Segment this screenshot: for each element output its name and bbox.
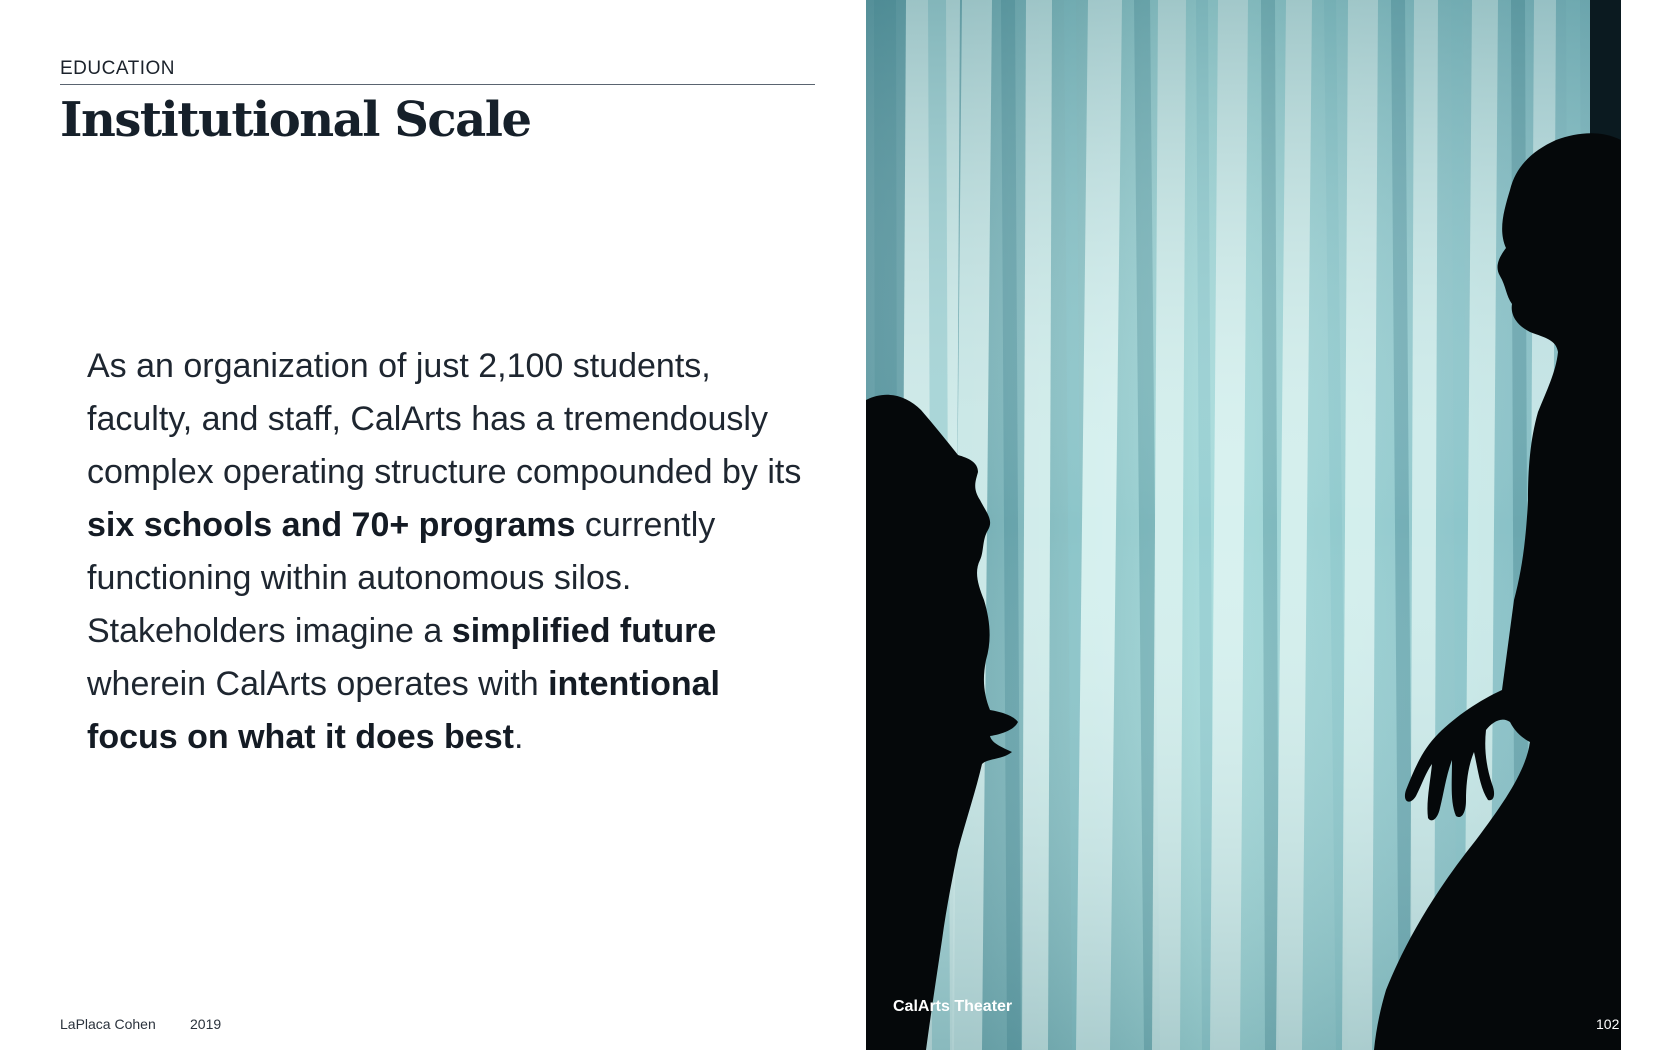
body-text-segment: wherein CalArts operates with xyxy=(87,665,549,703)
body-emphasis: six schools and 70+ programs xyxy=(87,506,576,544)
body-paragraph xyxy=(87,340,807,764)
body-text-segment: As an organization of just 2,100 students, faculty, and staff, CalArts has a tremendously complex operating structure compounded by its xyxy=(87,347,802,491)
body-text-segment: . xyxy=(513,718,524,756)
page-title: Institutional Scale xyxy=(60,92,531,148)
body-text-segment: currently functioning within autonomous silos. Stakeholders imagine a xyxy=(87,506,716,650)
photo-caption: CalArts Theater xyxy=(893,998,1013,1015)
footer-year: 2019 xyxy=(190,1016,222,1032)
section-label: EDUCATION xyxy=(60,58,175,79)
theater-photo xyxy=(866,0,1621,1050)
page-number: 102 xyxy=(1596,1016,1620,1032)
body-emphasis: simplified future xyxy=(451,612,717,650)
footer-brand: LaPlaca Cohen xyxy=(60,1016,156,1032)
header-divider xyxy=(60,84,815,85)
photo-illustration xyxy=(866,0,1621,1050)
body-emphasis: intentional focus on what it does best xyxy=(87,665,720,756)
